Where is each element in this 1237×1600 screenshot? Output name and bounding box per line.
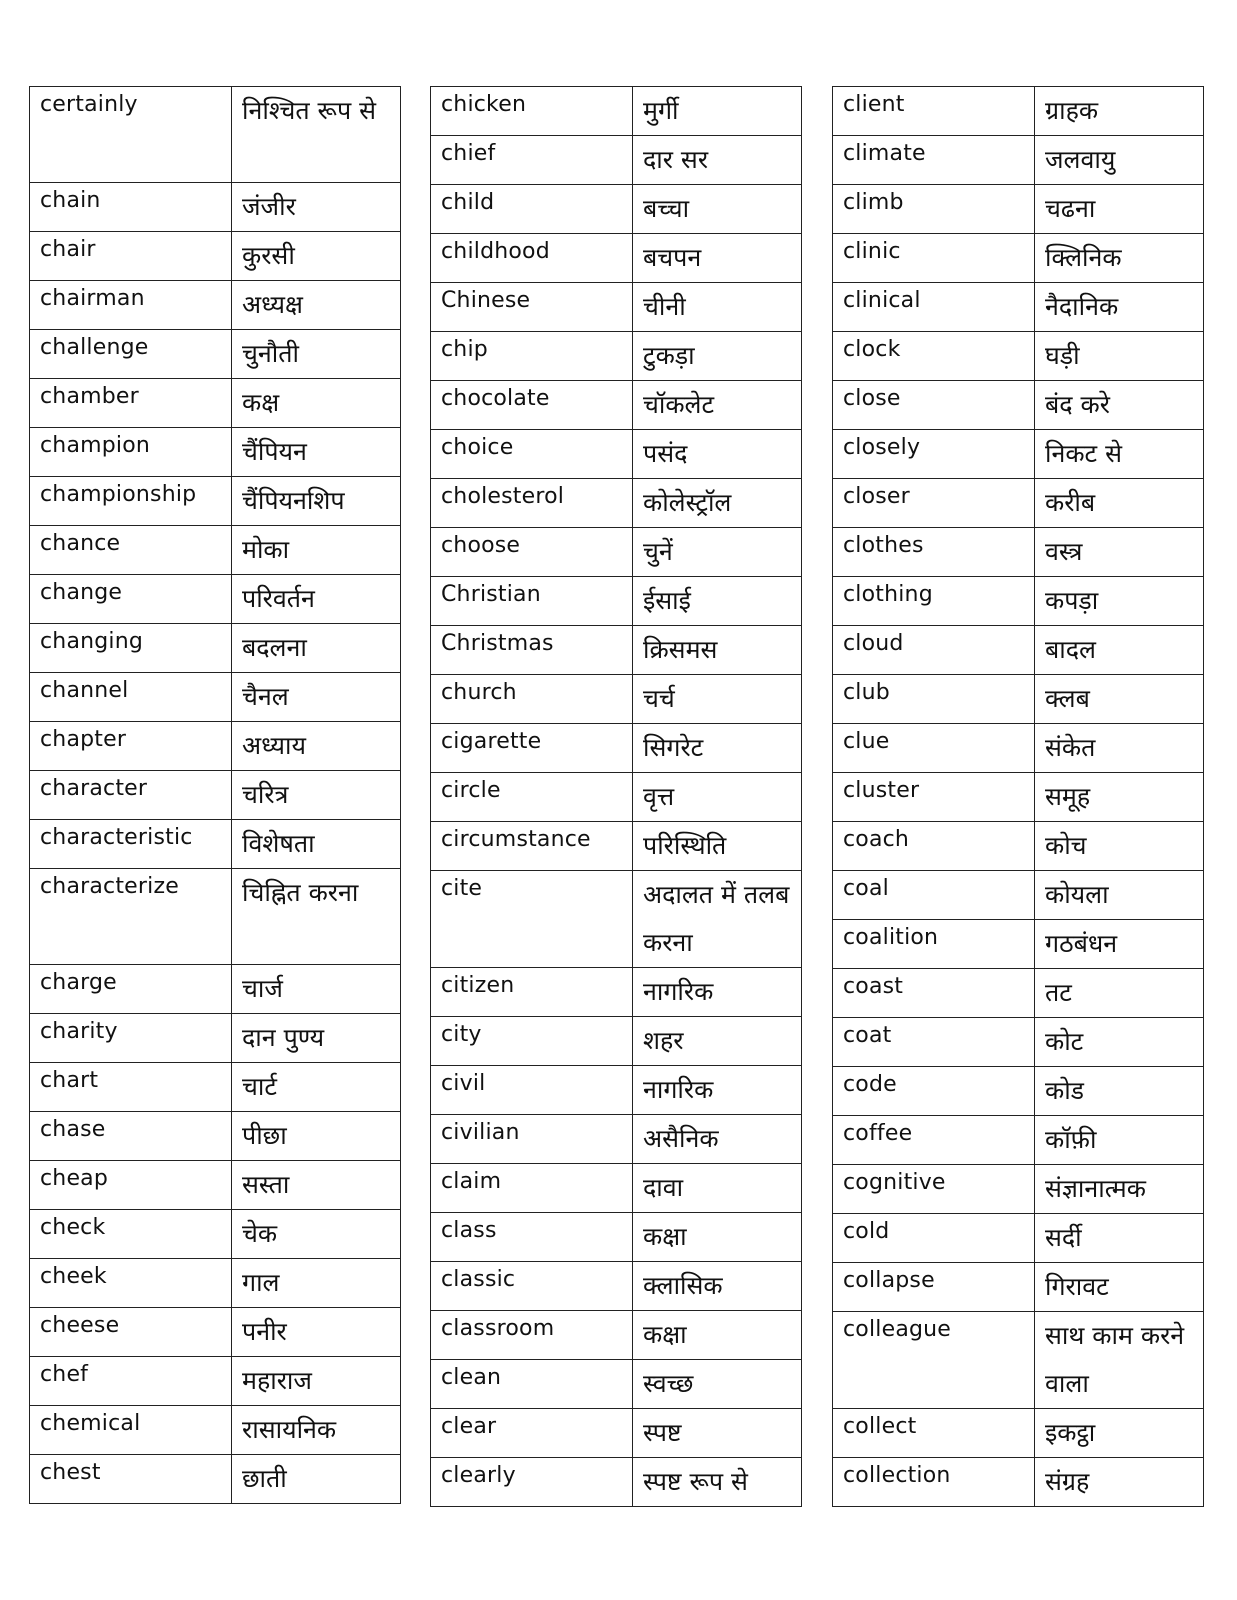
english-word: chapter (30, 722, 232, 771)
english-word: closely (833, 430, 1035, 479)
english-word: civilian (431, 1115, 633, 1164)
english-word: characterize (30, 869, 232, 965)
table-row (833, 430, 1204, 479)
hindi-translation: नैदानिक (1035, 283, 1204, 332)
hindi-translation: अध्याय (232, 722, 401, 771)
english-word: coast (833, 969, 1035, 1018)
table-row (431, 283, 802, 332)
table-row (431, 871, 802, 968)
hindi-translation: मुर्गी (633, 87, 802, 136)
hindi-translation: कुरसी (232, 232, 401, 281)
hindi-translation: महाराज (232, 1357, 401, 1406)
table-row (431, 968, 802, 1017)
hindi-translation: दार सर (633, 136, 802, 185)
english-word: chase (30, 1112, 232, 1161)
english-word: climb (833, 185, 1035, 234)
hindi-translation: संज्ञानात्मक (1035, 1165, 1204, 1214)
hindi-translation: दावा (633, 1164, 802, 1213)
table-row (833, 920, 1204, 969)
table-row (431, 185, 802, 234)
hindi-translation: सिगरेट (633, 724, 802, 773)
english-word: Christian (431, 577, 633, 626)
table-row (30, 281, 401, 330)
table-row (30, 1357, 401, 1406)
hindi-translation: पसंद (633, 430, 802, 479)
table-row (833, 1409, 1204, 1458)
table-row (30, 87, 401, 183)
english-word: cigarette (431, 724, 633, 773)
english-word: clock (833, 332, 1035, 381)
table-row (30, 1259, 401, 1308)
hindi-translation: कपड़ा (1035, 577, 1204, 626)
table-row (431, 1017, 802, 1066)
english-word: cheese (30, 1308, 232, 1357)
english-word: chairman (30, 281, 232, 330)
vocab-table-column-2 (430, 86, 802, 1507)
english-word: collect (833, 1409, 1035, 1458)
table-row (833, 381, 1204, 430)
table-row (833, 136, 1204, 185)
table-row (431, 1115, 802, 1164)
table-row (431, 1458, 802, 1507)
hindi-translation: छाती (232, 1455, 401, 1504)
english-word: champion (30, 428, 232, 477)
table-row (30, 1014, 401, 1063)
english-word: clinical (833, 283, 1035, 332)
table-row (431, 1311, 802, 1360)
hindi-translation: चुनौती (232, 330, 401, 379)
table-row (30, 1406, 401, 1455)
hindi-translation: नागरिक (633, 1066, 802, 1115)
hindi-translation: गाल (232, 1259, 401, 1308)
hindi-translation: चॉकलेट (633, 381, 802, 430)
hindi-translation: चार्ट (232, 1063, 401, 1112)
table-row (30, 771, 401, 820)
english-word: childhood (431, 234, 633, 283)
table-row (30, 965, 401, 1014)
english-word: coach (833, 822, 1035, 871)
table-row (833, 1458, 1204, 1507)
english-word: church (431, 675, 633, 724)
hindi-translation: टुकड़ा (633, 332, 802, 381)
english-word: characteristic (30, 820, 232, 869)
english-word: cholesterol (431, 479, 633, 528)
english-word: choice (431, 430, 633, 479)
hindi-translation: सस्ता (232, 1161, 401, 1210)
english-word: chocolate (431, 381, 633, 430)
english-word: chemical (30, 1406, 232, 1455)
hindi-translation: समूह (1035, 773, 1204, 822)
hindi-translation: असैनिक (633, 1115, 802, 1164)
english-word: code (833, 1067, 1035, 1116)
english-word: chair (30, 232, 232, 281)
english-word: character (30, 771, 232, 820)
table-row (30, 624, 401, 673)
english-word: clear (431, 1409, 633, 1458)
hindi-translation: स्पष्ट रूप से (633, 1458, 802, 1507)
english-word: clothing (833, 577, 1035, 626)
hindi-translation: चढना (1035, 185, 1204, 234)
hindi-translation: पनीर (232, 1308, 401, 1357)
hindi-translation: कोच (1035, 822, 1204, 871)
hindi-translation: गठबंधन (1035, 920, 1204, 969)
english-word: cloud (833, 626, 1035, 675)
table-row (833, 1018, 1204, 1067)
english-word: closer (833, 479, 1035, 528)
table-row (431, 381, 802, 430)
table-row (30, 183, 401, 232)
english-word: chicken (431, 87, 633, 136)
table-row (833, 234, 1204, 283)
english-word: channel (30, 673, 232, 722)
table-row (431, 675, 802, 724)
table-row (833, 1165, 1204, 1214)
english-word: charge (30, 965, 232, 1014)
hindi-translation: बच्चा (633, 185, 802, 234)
english-word: child (431, 185, 633, 234)
english-word: collapse (833, 1263, 1035, 1312)
english-word: clinic (833, 234, 1035, 283)
english-word: coat (833, 1018, 1035, 1067)
table-row (30, 1455, 401, 1504)
table-row (833, 969, 1204, 1018)
english-word: clearly (431, 1458, 633, 1507)
english-word: check (30, 1210, 232, 1259)
table-row (30, 869, 401, 965)
hindi-translation: कक्षा (633, 1213, 802, 1262)
hindi-translation: ईसाई (633, 577, 802, 626)
table-row (431, 1360, 802, 1409)
hindi-translation: कोड (1035, 1067, 1204, 1116)
hindi-translation: निकट से (1035, 430, 1204, 479)
hindi-translation: परिस्थिति (633, 822, 802, 871)
hindi-translation: सर्दी (1035, 1214, 1204, 1263)
english-word: circumstance (431, 822, 633, 871)
table-row (30, 1112, 401, 1161)
hindi-translation: अदालत में तलब करना (633, 871, 802, 968)
hindi-translation: नागरिक (633, 968, 802, 1017)
hindi-translation: करीब (1035, 479, 1204, 528)
table-row (431, 136, 802, 185)
english-word: colleague (833, 1312, 1035, 1409)
english-word: clothes (833, 528, 1035, 577)
hindi-translation: कोलेस्ट्रॉल (633, 479, 802, 528)
hindi-translation: बंद करे (1035, 381, 1204, 430)
table-row (431, 1164, 802, 1213)
table-row (833, 528, 1204, 577)
english-word: chamber (30, 379, 232, 428)
table-row (30, 1161, 401, 1210)
hindi-translation: अध्यक्ष (232, 281, 401, 330)
table-row (833, 577, 1204, 626)
hindi-translation: कक्षा (633, 1311, 802, 1360)
english-word: coffee (833, 1116, 1035, 1165)
hindi-translation: चैनल (232, 673, 401, 722)
table-row (431, 1066, 802, 1115)
table-row (30, 232, 401, 281)
table-row (431, 724, 802, 773)
english-word: chart (30, 1063, 232, 1112)
hindi-translation: स्पष्ट (633, 1409, 802, 1458)
hindi-translation: मोका (232, 526, 401, 575)
table-row (431, 577, 802, 626)
english-word: client (833, 87, 1035, 136)
english-word: chain (30, 183, 232, 232)
table-row (833, 1312, 1204, 1409)
table-row (30, 1210, 401, 1259)
hindi-translation: बादल (1035, 626, 1204, 675)
table-row (30, 379, 401, 428)
table-row (833, 871, 1204, 920)
table-row (30, 673, 401, 722)
table-row (431, 479, 802, 528)
english-word: class (431, 1213, 633, 1262)
hindi-translation: क्लासिक (633, 1262, 802, 1311)
vocab-table-column-3 (832, 86, 1204, 1507)
english-word: change (30, 575, 232, 624)
english-word: chance (30, 526, 232, 575)
table-row (431, 528, 802, 577)
english-word: coal (833, 871, 1035, 920)
hindi-translation: चिह्नित करना (232, 869, 401, 965)
table-row (30, 477, 401, 526)
hindi-translation: दान पुण्य (232, 1014, 401, 1063)
english-word: clue (833, 724, 1035, 773)
english-word: citizen (431, 968, 633, 1017)
hindi-translation: चीनी (633, 283, 802, 332)
vocab-table-column-1 (29, 86, 401, 1504)
hindi-translation: चैंपियनशिप (232, 477, 401, 526)
table-row (431, 1213, 802, 1262)
table-row (30, 722, 401, 771)
english-word: certainly (30, 87, 232, 183)
english-word: chest (30, 1455, 232, 1504)
english-word: cold (833, 1214, 1035, 1263)
hindi-translation: रासायनिक (232, 1406, 401, 1455)
table-row (833, 773, 1204, 822)
table-row (30, 1063, 401, 1112)
hindi-translation: क्रिसमस (633, 626, 802, 675)
table-row (431, 773, 802, 822)
english-word: city (431, 1017, 633, 1066)
english-word: choose (431, 528, 633, 577)
english-word: cluster (833, 773, 1035, 822)
english-word: cheap (30, 1161, 232, 1210)
hindi-translation: कोयला (1035, 871, 1204, 920)
table-row (431, 626, 802, 675)
english-word: Christmas (431, 626, 633, 675)
hindi-translation: निश्चित रूप से (232, 87, 401, 183)
english-word: chip (431, 332, 633, 381)
hindi-translation: कोट (1035, 1018, 1204, 1067)
hindi-translation: घड़ी (1035, 332, 1204, 381)
table-row (833, 1116, 1204, 1165)
table-row (833, 185, 1204, 234)
english-word: club (833, 675, 1035, 724)
table-row (833, 1263, 1204, 1312)
english-word: coalition (833, 920, 1035, 969)
english-word: classic (431, 1262, 633, 1311)
table-row (833, 479, 1204, 528)
english-word: challenge (30, 330, 232, 379)
english-word: chief (431, 136, 633, 185)
table-row (833, 724, 1204, 773)
table-row (431, 1262, 802, 1311)
hindi-translation: संकेत (1035, 724, 1204, 773)
table-row (833, 283, 1204, 332)
hindi-translation: बदलना (232, 624, 401, 673)
english-word: chef (30, 1357, 232, 1406)
hindi-translation: चुनें (633, 528, 802, 577)
english-word: charity (30, 1014, 232, 1063)
table-row (431, 822, 802, 871)
table-row (431, 87, 802, 136)
hindi-translation: साथ काम करने वाला (1035, 1312, 1204, 1409)
hindi-translation: बचपन (633, 234, 802, 283)
table-row (431, 332, 802, 381)
hindi-translation: ग्राहक (1035, 87, 1204, 136)
table-row (833, 675, 1204, 724)
english-word: close (833, 381, 1035, 430)
hindi-translation: पीछा (232, 1112, 401, 1161)
english-word: cognitive (833, 1165, 1035, 1214)
table-row (30, 428, 401, 477)
english-word: Chinese (431, 283, 633, 332)
hindi-translation: क्लब (1035, 675, 1204, 724)
english-word: clean (431, 1360, 633, 1409)
hindi-translation: विशेषता (232, 820, 401, 869)
english-word: changing (30, 624, 232, 673)
hindi-translation: शहर (633, 1017, 802, 1066)
table-row (833, 1067, 1204, 1116)
hindi-translation: कॉफ़ी (1035, 1116, 1204, 1165)
table-row (431, 234, 802, 283)
hindi-translation: गिरावट (1035, 1263, 1204, 1312)
table-row (833, 822, 1204, 871)
english-word: championship (30, 477, 232, 526)
hindi-translation: संग्रह (1035, 1458, 1204, 1507)
table-row (833, 332, 1204, 381)
hindi-translation: चार्ज (232, 965, 401, 1014)
english-word: civil (431, 1066, 633, 1115)
table-row (30, 526, 401, 575)
hindi-translation: स्वच्छ (633, 1360, 802, 1409)
hindi-translation: वृत्त (633, 773, 802, 822)
english-word: collection (833, 1458, 1035, 1507)
english-word: classroom (431, 1311, 633, 1360)
english-word: claim (431, 1164, 633, 1213)
table-row (833, 1214, 1204, 1263)
hindi-translation: चेक (232, 1210, 401, 1259)
english-word: climate (833, 136, 1035, 185)
table-row (30, 575, 401, 624)
table-row (833, 87, 1204, 136)
hindi-translation: क्लिनिक (1035, 234, 1204, 283)
hindi-translation: कक्ष (232, 379, 401, 428)
table-row (30, 820, 401, 869)
table-row (431, 430, 802, 479)
hindi-translation: जंजीर (232, 183, 401, 232)
hindi-translation: वस्त्र (1035, 528, 1204, 577)
english-word: cheek (30, 1259, 232, 1308)
hindi-translation: इकट्ठा (1035, 1409, 1204, 1458)
table-row (833, 626, 1204, 675)
hindi-translation: तट (1035, 969, 1204, 1018)
hindi-translation: चर्च (633, 675, 802, 724)
english-word: circle (431, 773, 633, 822)
hindi-translation: चैंपियन (232, 428, 401, 477)
table-row (431, 1409, 802, 1458)
hindi-translation: परिवर्तन (232, 575, 401, 624)
english-word: cite (431, 871, 633, 968)
hindi-translation: चरित्र (232, 771, 401, 820)
hindi-translation: जलवायु (1035, 136, 1204, 185)
table-row (30, 1308, 401, 1357)
table-row (30, 330, 401, 379)
